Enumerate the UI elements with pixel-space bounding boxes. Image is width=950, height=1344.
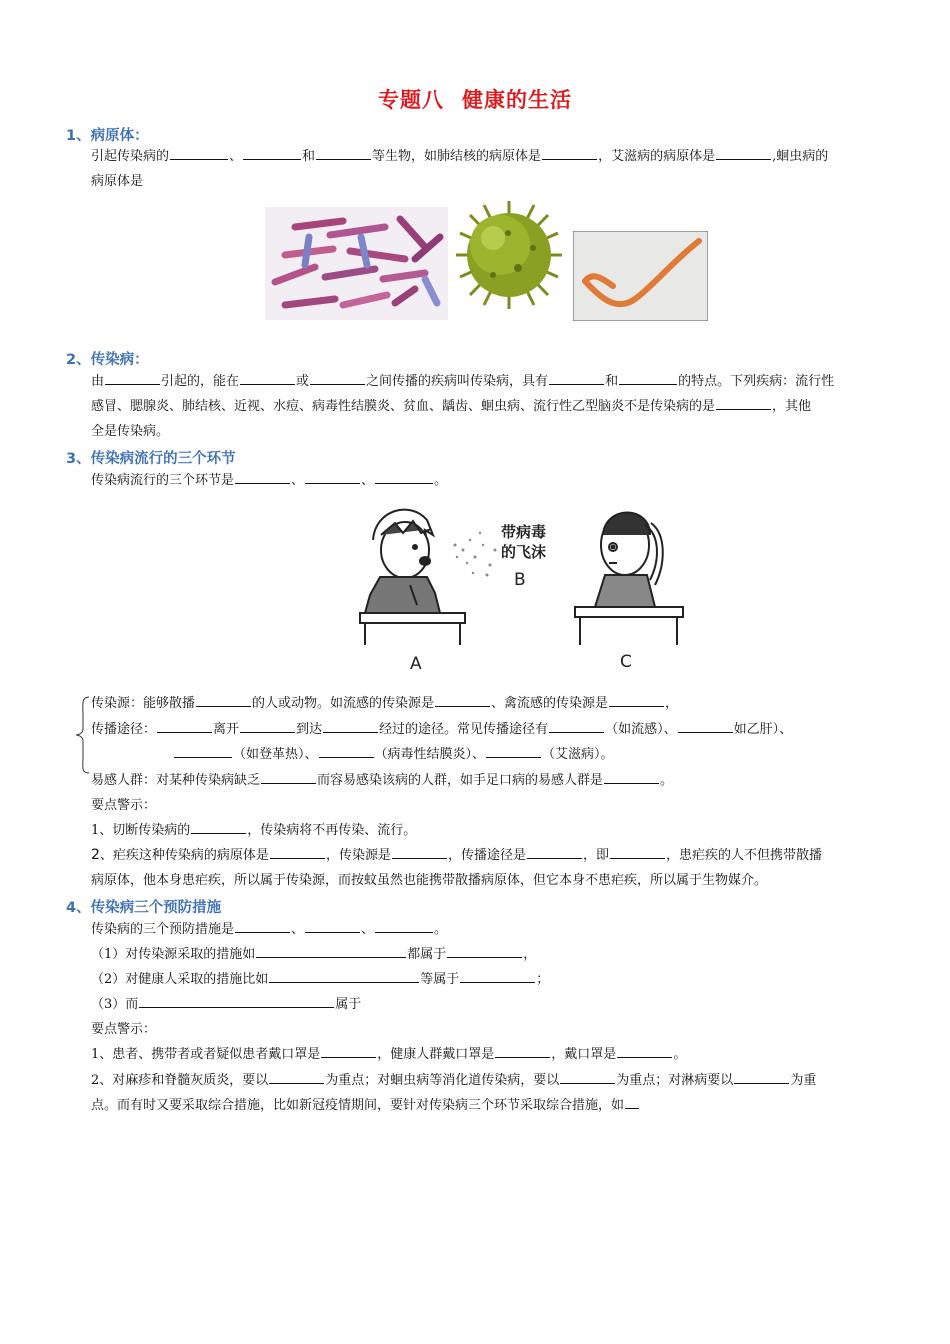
blank[interactable] — [305, 917, 360, 933]
bubble-line1: 带病毒 — [501, 523, 547, 541]
label-b: B — [514, 570, 526, 590]
blank[interactable] — [261, 768, 316, 784]
blank[interactable] — [460, 967, 535, 983]
blank[interactable] — [375, 468, 433, 484]
blank[interactable] — [549, 717, 604, 733]
blank[interactable] — [316, 144, 371, 160]
blank[interactable] — [716, 144, 771, 160]
blank[interactable] — [191, 818, 246, 834]
blank[interactable] — [305, 468, 360, 484]
desk-a — [360, 613, 465, 623]
boy-figure — [365, 510, 440, 613]
label-c: C — [620, 652, 632, 672]
sec4-tip2: 2、对麻疹和脊髓灰质炎，要以 为重点；对蛔虫病等消化道传染病，要以 为重点；对淋病要以 为重 — [91, 1068, 891, 1093]
droplet-spray — [454, 532, 497, 577]
sec4-tip2-line2: 点。而有时又要采取综合措施，比如新冠疫情期间，要针对传染病三个环节采取综合措施，如 — [91, 1093, 891, 1118]
blank[interactable] — [323, 717, 378, 733]
blank[interactable] — [609, 691, 664, 707]
blank[interactable] — [270, 843, 325, 859]
blank[interactable] — [527, 843, 582, 859]
blank[interactable] — [157, 717, 212, 733]
section-heading-pathogen: 1、病原体： — [66, 128, 149, 144]
sec2-line3: 全是传染病。 — [91, 424, 170, 439]
blank[interactable] — [560, 1068, 615, 1084]
susceptible-line: 易感人群：对某种传染病缺乏 而容易感染该病的人群，如手足口病的易感人群是 。 — [91, 768, 891, 793]
sec4-tips-label: 要点警示： — [91, 1022, 157, 1037]
blank[interactable] — [269, 967, 419, 983]
blank[interactable] — [619, 369, 677, 385]
blank[interactable] — [495, 1042, 550, 1058]
measure-3: （3）而 属于 — [91, 992, 891, 1017]
blank[interactable] — [435, 691, 490, 707]
blank[interactable] — [447, 942, 522, 958]
sec3-tip2-line2: 病原体，他本身患疟疾，所以属于传染源，而按蚊虽然也能携带散播病原体，但它本身不患疟疾，所以属于生物媒介。 — [91, 873, 768, 888]
bacteria-image — [265, 207, 448, 320]
source-line: 传染源：能够散播 的人或动物。如流感的传染源是 、禽流感的传染源是 ， — [91, 691, 891, 716]
measure-1: （1）对传染源采取的措施如 都属于 ， — [91, 942, 891, 967]
blank[interactable] — [256, 942, 406, 958]
section-heading-prevention: 4、传染病三个预防措施 — [66, 900, 222, 916]
blank[interactable] — [105, 369, 160, 385]
blank[interactable] — [174, 742, 232, 758]
route-line2: （如登革热）、 （病毒性结膜炎）、 （艾滋病）。 — [173, 742, 950, 767]
section-heading-infectious-disease: 2、传染病： — [66, 352, 149, 368]
blank[interactable] — [310, 369, 365, 385]
blank[interactable] — [734, 1068, 789, 1084]
blank[interactable] — [375, 917, 433, 933]
virus-image — [448, 193, 571, 317]
label-a: A — [410, 654, 422, 674]
blank[interactable] — [549, 369, 604, 385]
blank[interactable] — [625, 1093, 639, 1109]
blank[interactable] — [196, 691, 251, 707]
sec1-line1: 引起传染病的 、 和 等生物，如肺结核的病原体是 ，艾滋病的病原体是 ,蛔虫病的 — [91, 144, 891, 169]
blank[interactable] — [617, 1042, 672, 1058]
blank[interactable] — [716, 394, 771, 410]
section-heading-three-links: 3、传染病流行的三个环节 — [66, 451, 236, 467]
blank[interactable] — [235, 468, 290, 484]
roundworm-image — [573, 231, 708, 321]
blank[interactable] — [235, 917, 290, 933]
blank[interactable] — [240, 717, 295, 733]
title-sub: 健康的生活 — [462, 88, 572, 112]
sec3-tip2: 2、疟疾这种传染病的病原体是 ，传染源是 ，传播途径是 ，即 ，患疟疾的人不但携带散播 — [91, 843, 891, 868]
sec2-line1: 由 引起的，能在 或 之间传播的疾病叫传染病，具有 和 的特点。下列疾病：流行性 — [91, 369, 891, 394]
sec3-tip1: 1、切断传染病的 ，传染病将不再传染、流行。 — [91, 818, 891, 843]
blank[interactable] — [678, 717, 733, 733]
sec3-intro: 传染病流行的三个环节是 、 、 。 — [91, 468, 891, 493]
blank[interactable] — [269, 1068, 324, 1084]
desk-c — [575, 607, 683, 617]
transmission-illustration — [355, 495, 690, 675]
sec2-line2: 感冒、腮腺炎、肺结核、近视、水痘、病毒性结膜炎、贫血、龋齿、蛔虫病、流行性乙型脑炎不是传染病的是 ，其他 — [91, 394, 891, 419]
measure-2: （2）对健康人采取的措施比如 等属于 ； — [91, 967, 891, 992]
blank[interactable] — [240, 369, 295, 385]
blank[interactable] — [170, 144, 228, 160]
blank[interactable] — [319, 742, 374, 758]
sec1-line2: 病原体是 — [91, 174, 144, 189]
blank[interactable] — [486, 742, 541, 758]
blank[interactable] — [321, 1042, 376, 1058]
route-line1: 传播途径： 离开 到达 经过的途径。常见传播途径有 （如流感）、 如乙肝）、 — [91, 717, 891, 742]
sec4-tip1: 1、患者、携带者或者疑似患者戴口罩是 ，健康人群戴口罩是 ，戴口罩是 。 — [91, 1042, 891, 1067]
girl-figure — [595, 513, 663, 608]
sec3-tips-label: 要点警示： — [91, 798, 157, 813]
blank[interactable] — [542, 144, 597, 160]
page-title — [0, 84, 950, 114]
blank[interactable] — [243, 144, 301, 160]
blank[interactable] — [139, 992, 334, 1008]
bubble-line2: 的飞沫 — [501, 543, 547, 561]
sec4-intro: 传染病的三个预防措施是 、 、 。 — [91, 917, 891, 942]
title-main: 专题八 — [378, 88, 444, 112]
brace-bracket — [75, 695, 91, 775]
blank[interactable] — [392, 843, 447, 859]
blank[interactable] — [610, 843, 665, 859]
blank[interactable] — [604, 768, 659, 784]
